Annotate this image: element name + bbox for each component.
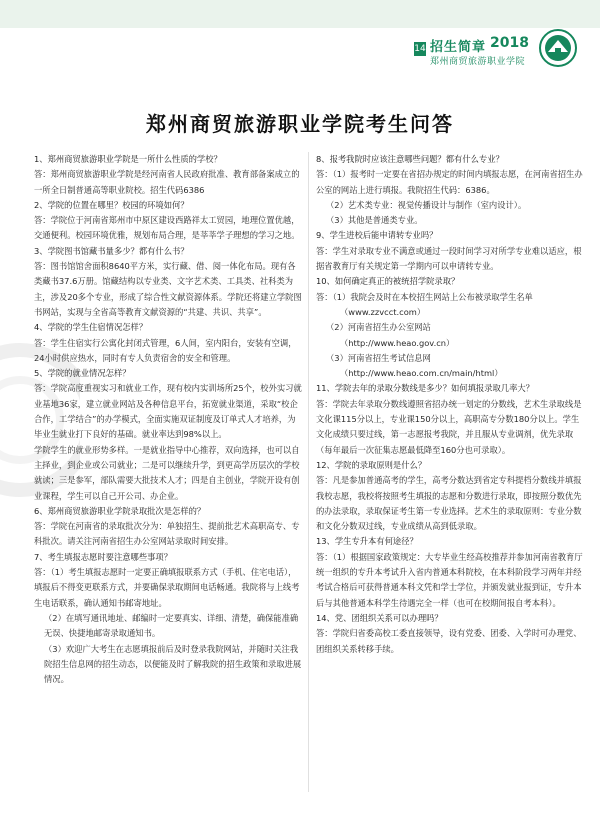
brochure-year: 2018	[490, 35, 529, 51]
question: 5、学院的就业情况怎样？	[34, 368, 131, 379]
question: 7、考生填报志愿时要注意哪些事项？	[34, 551, 173, 562]
answer-paragraph: （2）艺术类专业：视觉传播设计与制作（室内设计）。	[326, 199, 527, 210]
answer-paragraph: 答：（1）根据国家政策规定：大专毕业生经高校推荐并参加河南省教育厅统一组织的专升本考试升入省内普通本科院校，在本科阶段学习两年并经考试合格后可获得普通本科文凭和学士学位，并颁发就业报到证，专升本后与其他普通本科学生待遇完全一样（也可在校期间报自考本科）。	[316, 551, 583, 608]
page-title: 郑州商贸旅游职业学院考生问答	[146, 112, 454, 136]
answer-paragraph: （http://www.heao.gov.cn）	[340, 337, 455, 348]
question: 2、学院的位置在哪里？校园的环境如何？	[34, 199, 189, 210]
answer-paragraph: 答：（1）考生填报志愿时一定要正确填报联系方式（手机、住宅电话），填报后不得变更联系方式，并要确保录取期间电话畅通。我院将与上线考生电话联系，确认通知书邮寄地址。	[34, 567, 300, 608]
answer-paragraph: （2）河南省招生办公室网站	[326, 322, 431, 333]
question: 6、郑州商贸旅游职业学院录取批次是怎样的？	[34, 505, 206, 516]
top-band	[0, 0, 600, 28]
answer-paragraph: （3）河南省招生考试信息网	[326, 352, 431, 363]
question: 9、学生进校后能申请转专业吗？	[316, 230, 438, 241]
brochure-title: 招生简章	[430, 40, 487, 55]
answer-paragraph: （3）欢迎广大考生在志愿填报前后及时登录我院网站，并随时关注我院招生信息网的招生动态，以便能及时了解我院的招生政策和录取进展情况。	[44, 643, 302, 685]
question: 3、学院图书馆藏书量多少？都有什么书？	[34, 245, 189, 256]
answer-paragraph: （2）在填写通讯地址、邮编时一定要真实、详细、清楚，确保能准确无误、快捷地邮寄录取通知书。	[44, 612, 299, 639]
answer-paragraph: 答：图书馆馆舍面积8640平方米，实行藏、借、阅一体化布局。现有各类藏书37.6万册。馆藏结构以专业类、文字艺术类、工具类、社科类为主，涉及20多个专业，形成了综合性文献资源体系。学院还将建立学院图书网站，实现与全省高等教育文献资源的“共建、共识、共享”。	[34, 261, 302, 317]
left-column	[34, 152, 302, 687]
question: 14、党、团组织关系可以办理吗？	[316, 612, 443, 623]
school-logo-icon	[538, 28, 578, 68]
answer-paragraph: 答：学院位于河南省郑州市中原区建设西路祥太工贸园，地理位置优越，交通便利。校园环境优雅，规划布局合理，是莘莘学子理想的学习之地。	[34, 215, 300, 241]
question: 4、学院的学生住宿情况怎样？	[34, 322, 148, 333]
answer-paragraph: 答：学院归省委高校工委直接领导，设有党委、团委、入学时可办理党、团组织关系转移手续。	[316, 628, 582, 654]
answer-paragraph: 答：学生住宿实行公寓化封闭式管理，6人间，室内阳台，安装有空调，24小时供应热水，同时有专人负责宿舍的安全和管理。	[34, 337, 297, 363]
answer-paragraph: 答：学生对录取专业不满意或通过一段时间学习对所学专业难以适应，根据省教育厅有关规定第一学期内可以申请转专业。	[316, 245, 582, 272]
answer-paragraph: 答：学院去年录取分数线遵照省招办统一划定的分数线，艺术生录取线是文化课115分以上，专业课150分以上，高职高专分数180分以上。学生文化成绩只要过线，第一志愿报考我院，并且服从专业调剂，优先录取（每年最后一次征集志愿最低降至160分也可录取）。	[316, 398, 582, 455]
question: 1、郑州商贸旅游职业学院是一所什么性质的学校？	[34, 154, 222, 164]
header-school-name: 郑州商贸旅游职业学院	[430, 57, 526, 67]
page-number: 14	[414, 44, 426, 54]
answer-paragraph: 答：学院在河南省的录取批次分为：单独招生、提前批艺术高职高专、专科批次。请关注河南省招生办公室网站录取时间安排。	[34, 521, 300, 547]
question: 10、如何确定真正的被统招学院录取？	[316, 276, 460, 287]
answer-paragraph: （http://www.heao.com.cn/main/html）	[340, 368, 503, 379]
answer-paragraph: 答：凡是参加普通高考的学生，高考分数达到省定专科提档分数线并填报我校志愿，我校将按照考生填报的志愿和分数进行录取，即按照分数优先的办法录取，录取保证考生第一专业选择。艺术生的录取原则：专业分数和文化分数双过线，专业成绩从高到低录取。	[316, 475, 582, 532]
answer-paragraph: （3）其他是普通类专业。	[326, 215, 423, 226]
answer-paragraph: 答：学院高度重视实习和就业工作，现有校内实训场所25个，校外实习就业基地36家，建立就业网站及各种信息平台，拓宽就业渠道，采取“校企合作，工学结合”的办学模式，全面实施双证制度及订单式人才培养，为毕业生就业打下良好的基础。就业率达到98%以上。	[34, 383, 302, 440]
answer-paragraph: （www.zzvcct.com）	[340, 306, 426, 317]
answer-paragraph: 答：（1）我院会及时在本校招生网站上公布被录取学生名单	[316, 291, 533, 302]
column-divider	[308, 152, 309, 792]
question: 13、学生专升本有何途径？	[316, 536, 418, 547]
question: 11、学院去年的录取分数线是多少？如何填报录取几率大？	[316, 383, 534, 394]
question: 12、学院的录取原则是什么？	[316, 459, 427, 470]
answer-paragraph: 答：郑州商贸旅游职业学院是经河南省人民政府批准、教育部备案成立的一所全日制普通高等职业院校。招生代码6386	[34, 169, 300, 195]
answer-paragraph: 学院学生的就业形势多样。一是就业指导中心推荐，双向选择，也可以自主择业，到企业或公司就业；二是可以继续升学，到更高学历层次的学校就读；三是参军，部队需要大批技术人才；四是自主创业，学院开设有创业课程，学生可以自己开公司、办企业。	[34, 444, 300, 501]
answer-paragraph: 答：（1）报考时一定要在省招办规定的时间内填报志愿，在河南省招生办公室的网站上进行填报。我院招生代码：6386。	[316, 169, 583, 195]
right-column	[316, 152, 584, 657]
question: 8、报考我院时应该注意哪些问题？都有什么专业？	[316, 154, 504, 164]
